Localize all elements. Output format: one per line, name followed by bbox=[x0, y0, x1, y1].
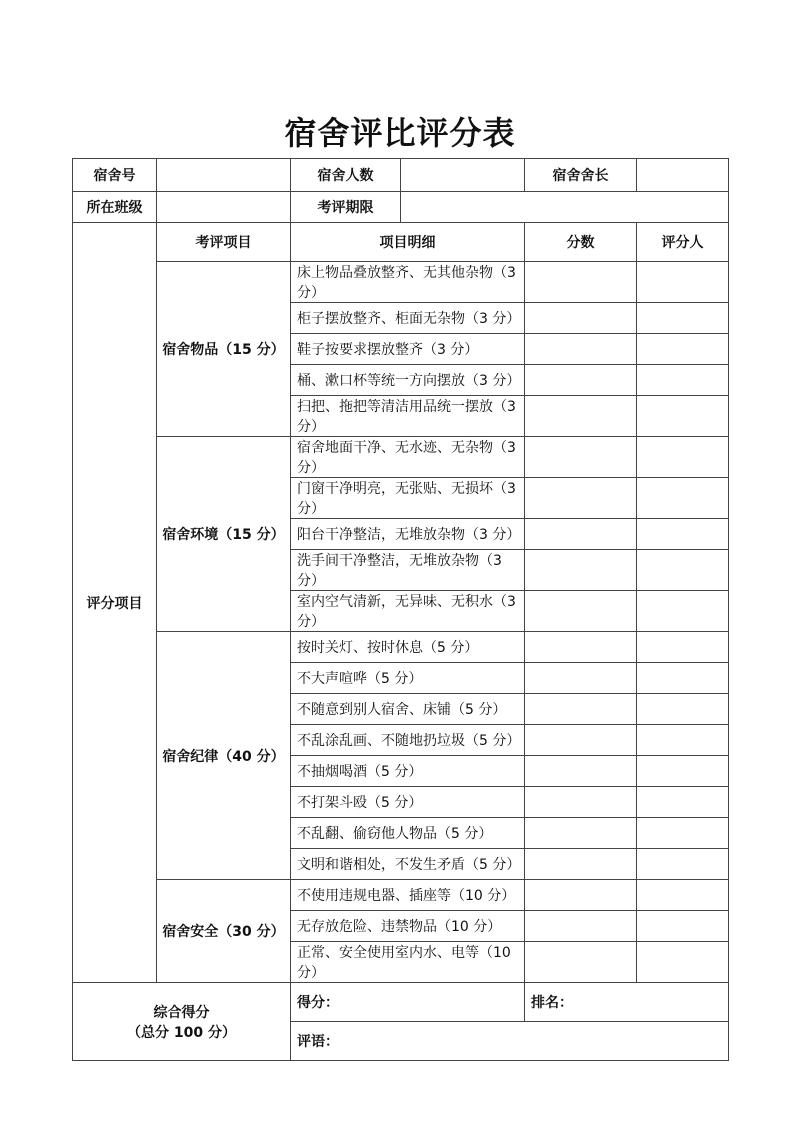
col-detail-header: 项目明细 bbox=[291, 223, 525, 262]
scorer-cell[interactable] bbox=[637, 942, 729, 983]
score-cell[interactable] bbox=[525, 262, 637, 303]
scorer-cell[interactable] bbox=[637, 849, 729, 880]
scorer-cell[interactable] bbox=[637, 478, 729, 519]
score-cell[interactable] bbox=[525, 303, 637, 334]
scorer-cell[interactable] bbox=[637, 591, 729, 632]
comment-field[interactable]: 评语： bbox=[291, 1022, 729, 1061]
scorer-cell[interactable] bbox=[637, 694, 729, 725]
room-count-label: 宿舍人数 bbox=[291, 159, 401, 192]
item-detail: 阳台干净整洁，无堆放杂物（3 分） bbox=[291, 519, 525, 550]
summary-label bbox=[73, 983, 291, 1061]
room-count-field[interactable] bbox=[401, 159, 525, 192]
period-field[interactable] bbox=[401, 192, 729, 223]
scorer-cell[interactable] bbox=[637, 787, 729, 818]
room-leader-label: 宿舍舍长 bbox=[525, 159, 637, 192]
period-label: 考评期限 bbox=[291, 192, 401, 223]
score-cell[interactable] bbox=[525, 334, 637, 365]
item-detail: 柜子摆放整齐、柜面无杂物（3 分） bbox=[291, 303, 525, 334]
score-cell[interactable] bbox=[525, 911, 637, 942]
item-detail: 不乱翻、偷窃他人物品（5 分） bbox=[291, 818, 525, 849]
item-detail: 不打架斗殴（5 分） bbox=[291, 787, 525, 818]
scorer-cell[interactable] bbox=[637, 396, 729, 437]
group-name: 宿舍安全（30 分） bbox=[157, 880, 291, 983]
score-cell[interactable] bbox=[525, 591, 637, 632]
room-no-label: 宿舍号 bbox=[73, 159, 157, 192]
scorer-cell[interactable] bbox=[637, 880, 729, 911]
item-detail: 正常、安全使用室内水、电等（10 分） bbox=[291, 942, 525, 983]
score-cell[interactable] bbox=[525, 849, 637, 880]
item-detail: 室内空气清新，无异味、无积水（3 分） bbox=[291, 591, 525, 632]
group-name: 宿舍纪律（40 分） bbox=[157, 632, 291, 880]
scorer-cell[interactable] bbox=[637, 756, 729, 787]
item-detail: 床上物品叠放整齐、无其他杂物（3 分） bbox=[291, 262, 525, 303]
scorer-cell[interactable] bbox=[637, 437, 729, 478]
item-detail: 扫把、拖把等清洁用品统一摆放（3 分） bbox=[291, 396, 525, 437]
total-score-field[interactable]: 得分： bbox=[291, 983, 525, 1022]
score-cell[interactable] bbox=[525, 787, 637, 818]
score-cell[interactable] bbox=[525, 694, 637, 725]
room-no-field[interactable] bbox=[157, 159, 291, 192]
item-detail: 文明和谐相处，不发生矛盾（5 分） bbox=[291, 849, 525, 880]
scorer-cell[interactable] bbox=[637, 632, 729, 663]
scorer-cell[interactable] bbox=[637, 725, 729, 756]
item-detail: 不乱涂乱画、不随地扔垃圾（5 分） bbox=[291, 725, 525, 756]
score-cell[interactable] bbox=[525, 519, 637, 550]
item-detail: 不使用违规电器、插座等（10 分） bbox=[291, 880, 525, 911]
item-detail: 无存放危险、违禁物品（10 分） bbox=[291, 911, 525, 942]
scorer-cell[interactable] bbox=[637, 262, 729, 303]
class-field[interactable] bbox=[157, 192, 291, 223]
scorer-cell[interactable] bbox=[637, 365, 729, 396]
class-label: 所在班级 bbox=[73, 192, 157, 223]
score-cell[interactable] bbox=[525, 396, 637, 437]
score-cell[interactable] bbox=[525, 756, 637, 787]
item-detail: 宿舍地面干净、无水迹、无杂物（3 分） bbox=[291, 437, 525, 478]
score-cell[interactable] bbox=[525, 942, 637, 983]
scorer-cell[interactable] bbox=[637, 818, 729, 849]
item-detail: 桶、漱口杯等统一方向摆放（3 分） bbox=[291, 365, 525, 396]
item-detail: 按时关灯、按时休息（5 分） bbox=[291, 632, 525, 663]
item-detail: 不大声喧哗（5 分） bbox=[291, 663, 525, 694]
score-cell[interactable] bbox=[525, 725, 637, 756]
score-cell[interactable] bbox=[525, 437, 637, 478]
group-name: 宿舍物品（15 分） bbox=[157, 262, 291, 437]
score-cell[interactable] bbox=[525, 550, 637, 591]
score-cell[interactable] bbox=[525, 818, 637, 849]
score-cell[interactable] bbox=[525, 478, 637, 519]
score-cell[interactable] bbox=[525, 880, 637, 911]
score-cell[interactable] bbox=[525, 365, 637, 396]
group-name: 宿舍环境（15 分） bbox=[157, 437, 291, 632]
scorer-cell[interactable] bbox=[637, 303, 729, 334]
item-detail: 不抽烟喝酒（5 分） bbox=[291, 756, 525, 787]
score-table bbox=[72, 158, 729, 1061]
rank-field[interactable]: 排名： bbox=[525, 983, 729, 1022]
item-detail: 鞋子按要求摆放整齐（3 分） bbox=[291, 334, 525, 365]
summary-label-line2: （总分 100 分） bbox=[127, 1024, 236, 1041]
scorer-cell[interactable] bbox=[637, 663, 729, 694]
scorer-cell[interactable] bbox=[637, 550, 729, 591]
col-scorer-header: 评分人 bbox=[637, 223, 729, 262]
page-title: 宿舍评比评分表 bbox=[284, 114, 516, 152]
col-score-header: 分数 bbox=[525, 223, 637, 262]
scorer-cell[interactable] bbox=[637, 519, 729, 550]
room-leader-field[interactable] bbox=[637, 159, 729, 192]
scorer-cell[interactable] bbox=[637, 911, 729, 942]
score-cell[interactable] bbox=[525, 632, 637, 663]
item-detail: 洗手间干净整洁，无堆放杂物（3 分） bbox=[291, 550, 525, 591]
item-detail: 不随意到别人宿舍、床铺（5 分） bbox=[291, 694, 525, 725]
summary-label-line1: 综合得分 bbox=[153, 1004, 210, 1021]
col-category-header: 考评项目 bbox=[157, 223, 291, 262]
score-cell[interactable] bbox=[525, 663, 637, 694]
item-detail: 门窗干净明亮，无张贴、无损坏（3 分） bbox=[291, 478, 525, 519]
score-section-label: 评分项目 bbox=[73, 223, 157, 983]
scorer-cell[interactable] bbox=[637, 334, 729, 365]
